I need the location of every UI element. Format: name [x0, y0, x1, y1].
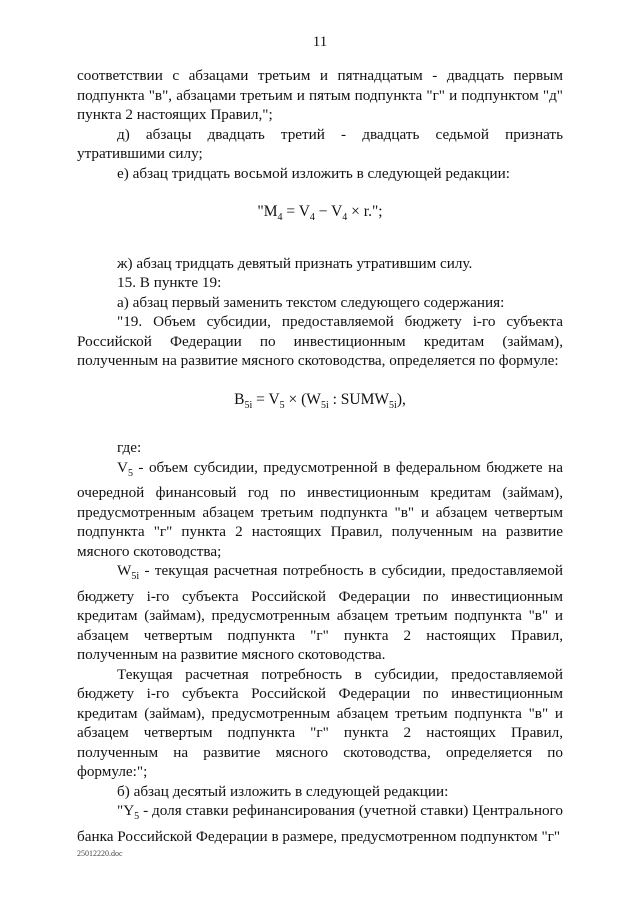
- footer-filename: 25012220.doc: [77, 849, 123, 858]
- paragraph: 15. В пункте 19:: [117, 274, 222, 292]
- definition-y5: "$Y_5$ - доля ставки рефинансирования (учетной ставки) Центрального банка Российской Федерации в размере, предусмотренном подпунктом "г": [77, 802, 563, 845]
- paragraph: где:: [117, 439, 142, 457]
- paragraph: д) абзацы двадцать третий - двадцать седьмой признать утратившими силу;: [77, 125, 563, 162]
- formula-m4: "$M_4 = V_4 - V_4 \times r$.";: [257, 203, 383, 224]
- paragraph: "19. Объем субсидии, предоставляемой бюджету i-го субъекта Российской Федерации по инвестиционным кредитам (займам), полученным на развитие мясного скотоводства, определяется по формуле:: [77, 313, 563, 370]
- paragraph: е) абзац тридцать восьмой изложить в следующей редакции:: [117, 164, 511, 182]
- paragraph: соответствии с абзацами третьим и пятнадцатым - двадцать первым подпункта "в", абзацами третьим и пятым подпункта "г" и подпунктом "д" пункта 2 настоящих Правил,";: [77, 67, 563, 123]
- page-number: 11: [312, 34, 328, 50]
- paragraph: б) абзац десятый изложить в следующей редакции:: [117, 782, 449, 800]
- definition-w5i: $W_{5i}$ - текущая расчетная потребность в субсидии, предоставляемой бюджету i-го субъекта Российской Федерации по инвестиционным кредитам (займам), предусмотренным абзацем третьим подпункта "в" и абзацем четвертым подпункта "г" пункта 2 настоящих Правил, полученным на развитие мясного скотоводства.: [77, 562, 563, 664]
- formula-b5i: $B_{5i} = V_5 \times (W_{5i}$ : $SUMW_{5i}$),: [234, 390, 406, 411]
- paragraph: ж) абзац тридцать девятый признать утратившим силу.: [117, 254, 473, 272]
- paragraph: а) абзац первый заменить текстом следующего содержания:: [117, 293, 505, 311]
- definition-v5: $V_5$ - объем субсидии, предусмотренной в федеральном бюджете на очередной финансовый год по инвестиционным кредитам (займам), предусмотренным абзацем третьим подпункта "в" и абзацем четвертым подпункта "г" пункта 2 настоящих Правил, полученным на развитие мясного скотоводства;: [77, 458, 563, 560]
- document-body: [77, 66, 563, 846]
- paragraph: Текущая расчетная потребность в субсидии, предоставляемой бюджету i-го субъекта Российской Федерации по инвестиционным кредитам (займам), предусмотренным абзацем третьим подпункта "в" и абзацем четвертым подпункта "г" пункта 2 настоящих Правил, полученным на развитие мясного скотоводства, определяется по формуле:";: [77, 665, 563, 781]
